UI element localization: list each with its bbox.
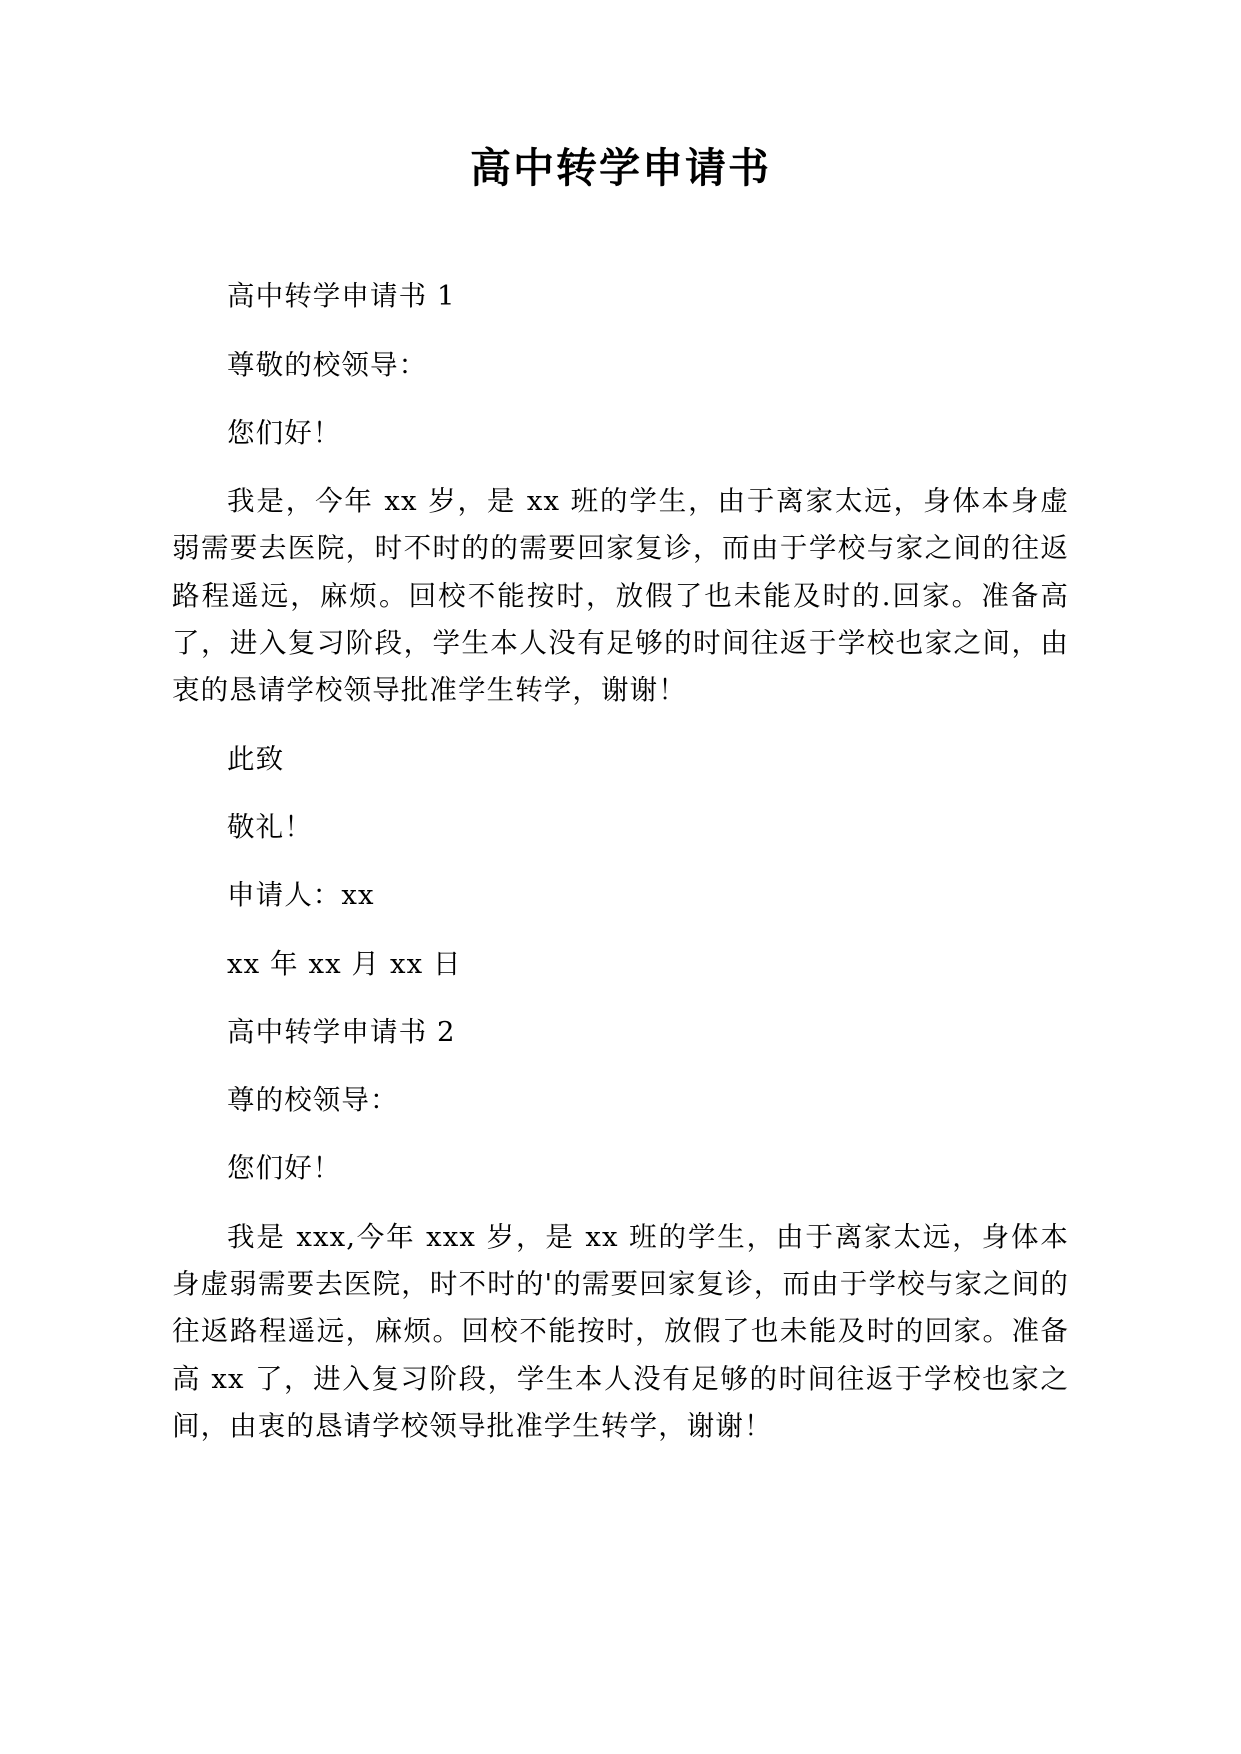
- page-title: 高中转学申请书: [470, 144, 771, 192]
- paragraph-8: xx 年 xx 月 xx 日: [227, 947, 462, 980]
- paragraph-5: 此致: [227, 742, 285, 775]
- paragraph-3: 您们好！: [227, 416, 342, 449]
- document-body: [172, 273, 1069, 1450]
- paragraph-6: 敬礼！: [227, 810, 313, 843]
- paragraph-1: 高中转学申请书 1: [227, 280, 456, 313]
- paragraph-11: 您们好！: [227, 1152, 342, 1185]
- paragraph-9: 高中转学申请书 2: [227, 1015, 456, 1048]
- paragraph-12: 我是 xxx,今年 xxx 岁，是 xx 班的学生，由于离家太远，身体本身虚弱需要去医院，时不时的'的需要回家复诊，而由于学校与家之间的往返路程遥远，麻烦。回校不能按时，放假了也未能及时的回家。准备高 xx 了，进入复习阶段，学生本人没有足够的时间往返于学校也家之间，由衷的恳请学校领导批准学生转学，谢谢！: [172, 1220, 1069, 1442]
- paragraph-10: 尊的校领导：: [227, 1084, 399, 1117]
- paragraph-7: 申请人：xx: [227, 879, 375, 912]
- paragraph-4: 我是，今年 xx 岁，是 xx 班的学生，由于离家太远，身体本身虚弱需要去医院，时不时的的需要回家复诊，而由于学校与家之间的往返路程遥远，麻烦。回校不能按时，放假了也未能及时的.回家。准备高了，进入复习阶段，学生本人没有足够的时间往返于学校也家之间，由衷的恳请学校领导批准学生转学，谢谢！: [172, 485, 1069, 707]
- paragraph-2: 尊敬的校领导：: [227, 348, 428, 381]
